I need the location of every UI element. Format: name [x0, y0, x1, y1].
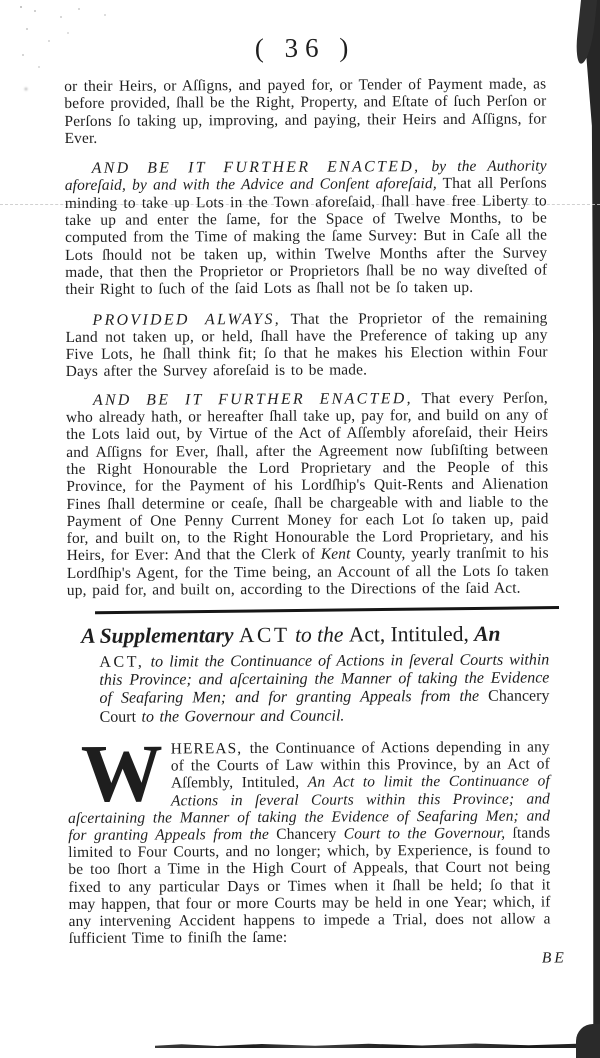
- text-segment: to the Governour and Council.: [135, 707, 345, 726]
- paragraph-tender-of-payment: [64, 75, 546, 147]
- scan-edge-bottom: [155, 1043, 600, 1048]
- text-segment: Court to the Governour,: [336, 824, 506, 843]
- text-segment: An: [474, 621, 501, 646]
- text-segment: That the Proprietor of the remaining Land not taken up, or held, ſhall have the Preference of taking up any Five Lots, he ſhall think fit; ſo that he makes his Election within Four Days after the Survey aforeſaid is to be made.: [65, 309, 548, 381]
- paragraph-provided-always: [65, 309, 547, 381]
- text-segment: County, yearly tranſmit to his Lordſhip's Agent, for the Time being, an Account of all the Lots ſo taken up, paid for, and built on, according to the Directions of the ſaid Act.: [66, 544, 549, 600]
- text-segment: PROVIDED ALWAYS,: [92, 310, 282, 329]
- text-segment: HEREAS,: [170, 740, 250, 758]
- text-segment: AND BE IT FURTHER ENACTED,: [92, 389, 414, 409]
- section-rule: [95, 606, 559, 614]
- act-heading-title: [67, 620, 549, 649]
- text-segment: by the Authority aforeſaid, by and with the Advice and Conſent aforeſaid,: [64, 157, 547, 195]
- text-segment: That all Perſons minding to take up Lots in the Town aforeſaid, ſhall have free Liberty to take up and enter the ſame, for the Space of Twelve Months, to be computed from the Time of making the ſame Survey: But in Caſe all the Lots ſhould not be taken up, within Twelve Months after the Survey made, that then the Proprietor or Proprietors ſhall be no way diveſted of their Right to ſuch of the ſaid Lots as ſhall not be ſo taken up.: [64, 174, 548, 299]
- text-segment: to the: [289, 622, 349, 647]
- text-segment: to limit the Continuance of Actions in ſeveral Courts within this Province; and aſcertaining the Manner of taking the Evidence of Seafaring Men; and for granting Appeals from the: [99, 651, 550, 708]
- paragraph-whereas: [68, 727, 551, 948]
- speckles-top-left: [20, 6, 22, 8]
- scan-edge-right: [586, 0, 600, 1048]
- paragraph-enacted-one-penny: [66, 389, 549, 599]
- text-segment: Act, Intituled,: [348, 621, 475, 647]
- text-segment: ACT,: [99, 653, 145, 671]
- document-page: [64, 31, 567, 970]
- catchword-row: [69, 950, 567, 971]
- text-segment: That every Perſon, who already hath, or hereafter ſhall take up, pay for, and build on any of the Lots laid out, by Virtue of the Act of Aſſembly aforeſaid, their Heirs and Aſſigns for Ever, ſhall, after the Agreement now ſubſiſting between the Right Honourable the Lord Proprietary and the People of this Province, for the Payment of his Lordſhip's Quit-Rents and Alienation Fines ſhall determine or ceaſe, ſhall be chargeable with and liable to the Payment of One Penny Current Money for each Lot ſo taken up, paid for, and built on, to the Right Honourable the Lord Proprietary, and his Heirs, for Ever: And that the Clerk of: [65, 389, 549, 565]
- act-heading-subtitle: [99, 651, 549, 727]
- text-segment: An Act to limit the Continuance of Actions in ſeveral Courts within this Province; and aſcertaining the Manner of taking the Evidence of Seafaring Men; and for granting Appeals from the: [68, 772, 551, 845]
- text-segment: ACT: [238, 622, 290, 647]
- page-number: ( 36 ): [254, 32, 356, 64]
- text-segment: A Supplementary: [81, 622, 239, 648]
- text-segment: the Continuance of Actions depending in any of the Courts of Law within this Province, by an Act of Aſſembly, Intituled,: [170, 738, 550, 792]
- text-segment: Kent: [320, 545, 351, 564]
- text-segment: ſtands limited to Four Courts, and no longer; which, by Experience, is found to be too ſhort a Time in the High Court of Appeals, that Court not being fixed to any particular Days or Times when it ſhall be held; ſo that it may happen, that four or more Courts may be held in one Year; which, if any intervening Accident happens to impede a Trial, does not allow a ſufficient Time to finiſh the ſame:: [68, 824, 551, 948]
- corner-blob-bottom-right: [576, 1024, 600, 1058]
- text-segment: Chancery Court: [99, 687, 550, 726]
- catchword: BE: [541, 949, 567, 967]
- text-segment: AND BE IT FURTHER ENACTED,: [91, 158, 421, 178]
- drop-cap-w: W: [80, 727, 164, 819]
- paragraph-enacted-town-lots: [65, 158, 548, 299]
- text-segment: Chancery: [276, 825, 337, 843]
- text-segment: or their Heirs, or Aſſigns, and payed for, or Tender of Payment made, as before provided, ſhall be the Right, Property, and Eſtate of ſuch Perſon or Perſons ſo taking up, improving, and paying, their Heirs and Aſſigns, for Ever.: [64, 75, 547, 147]
